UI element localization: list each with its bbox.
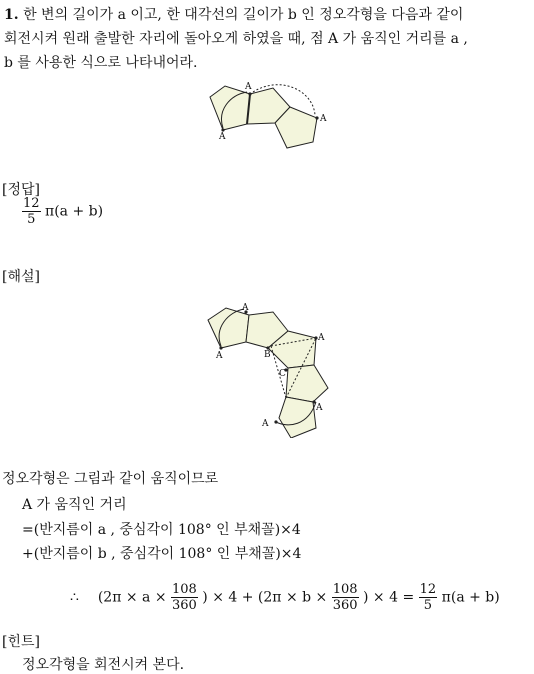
exp-pentagon-4 [286,365,328,402]
figure1-label-a1: A [219,132,226,142]
formula-fraction-2-den: 360 [332,598,358,613]
explanation-heading: [해설] [2,269,40,285]
formula-fraction-2 [332,582,359,613]
formula-fraction-1 [171,582,198,613]
figure1-label-a3: A [320,114,327,124]
answer-fraction [22,196,41,227]
formula-fraction-3 [419,582,438,613]
answer-denominator: 5 [27,212,36,227]
exp-label-a4: A [316,403,323,413]
formula-fraction-3-num: 12 [419,582,437,597]
explanation-text-3: =(반지름이 a , 중심각이 108° 인 부채꼴)×4 [22,522,301,538]
formula-part-3: ) × 4 = [363,589,415,606]
answer-heading: [정답] [2,182,40,198]
explanation-figure [196,298,341,438]
explanation-text-4: +(반지름이 b , 중심각이 108° 인 부채꼴)×4 [22,546,302,562]
formula-fraction-2-num: 108 [332,582,358,597]
hint-heading: [힌트] [2,634,40,650]
exp-label-a3: A [318,333,325,343]
answer-numerator: 12 [23,196,40,211]
explanation-text-2: A 가 움직인 거리 [22,497,127,513]
formula-part-1: (2π × a × [97,589,167,606]
pentagon-rotation-figure [195,80,335,160]
therefore-symbol: ∴ [70,589,79,606]
formula-fraction-1-num: 108 [172,582,197,597]
explanation-text-1: 정오각형은 그림과 같이 움직이므로 [2,471,219,487]
formula-part-2: ) × 4 + (2π × b × [202,589,328,606]
exp-label-a2: A [242,303,249,313]
question-line-3: b 를 사용한 식으로 나타내어라. [4,55,198,71]
question-number: 1. [4,7,19,23]
question-text-1: 한 변의 길이가 a 이고, 한 대각선의 길이가 b 인 정오각형을 다음과 같이 [23,7,464,23]
question-line-2: 회전시켜 원래 출발한 자리에 돌아오게 하였을 때, 점 A 가 움직인 거리를 a , [4,31,468,47]
answer-expression [22,196,103,227]
answer-tail: π(a + b) [45,203,104,220]
figure1-label-a2: A [245,82,252,92]
exp-label-a1: A [216,351,223,361]
formula-fraction-1-den: 360 [172,598,197,613]
exp-label-c: C [279,369,286,379]
exp-label-b: B [264,350,271,360]
formula-part-4: π(a + b) [441,589,500,606]
exp-pentagon-1 [208,308,249,348]
question-line-1 [4,6,463,24]
hint-text: 정오각형을 회전시켜 본다. [22,657,185,673]
explanation-formula [70,582,500,613]
formula-fraction-3-den: 5 [423,598,433,613]
exp-label-a5: A [262,419,269,429]
exp-pentagon-5 [279,397,316,438]
